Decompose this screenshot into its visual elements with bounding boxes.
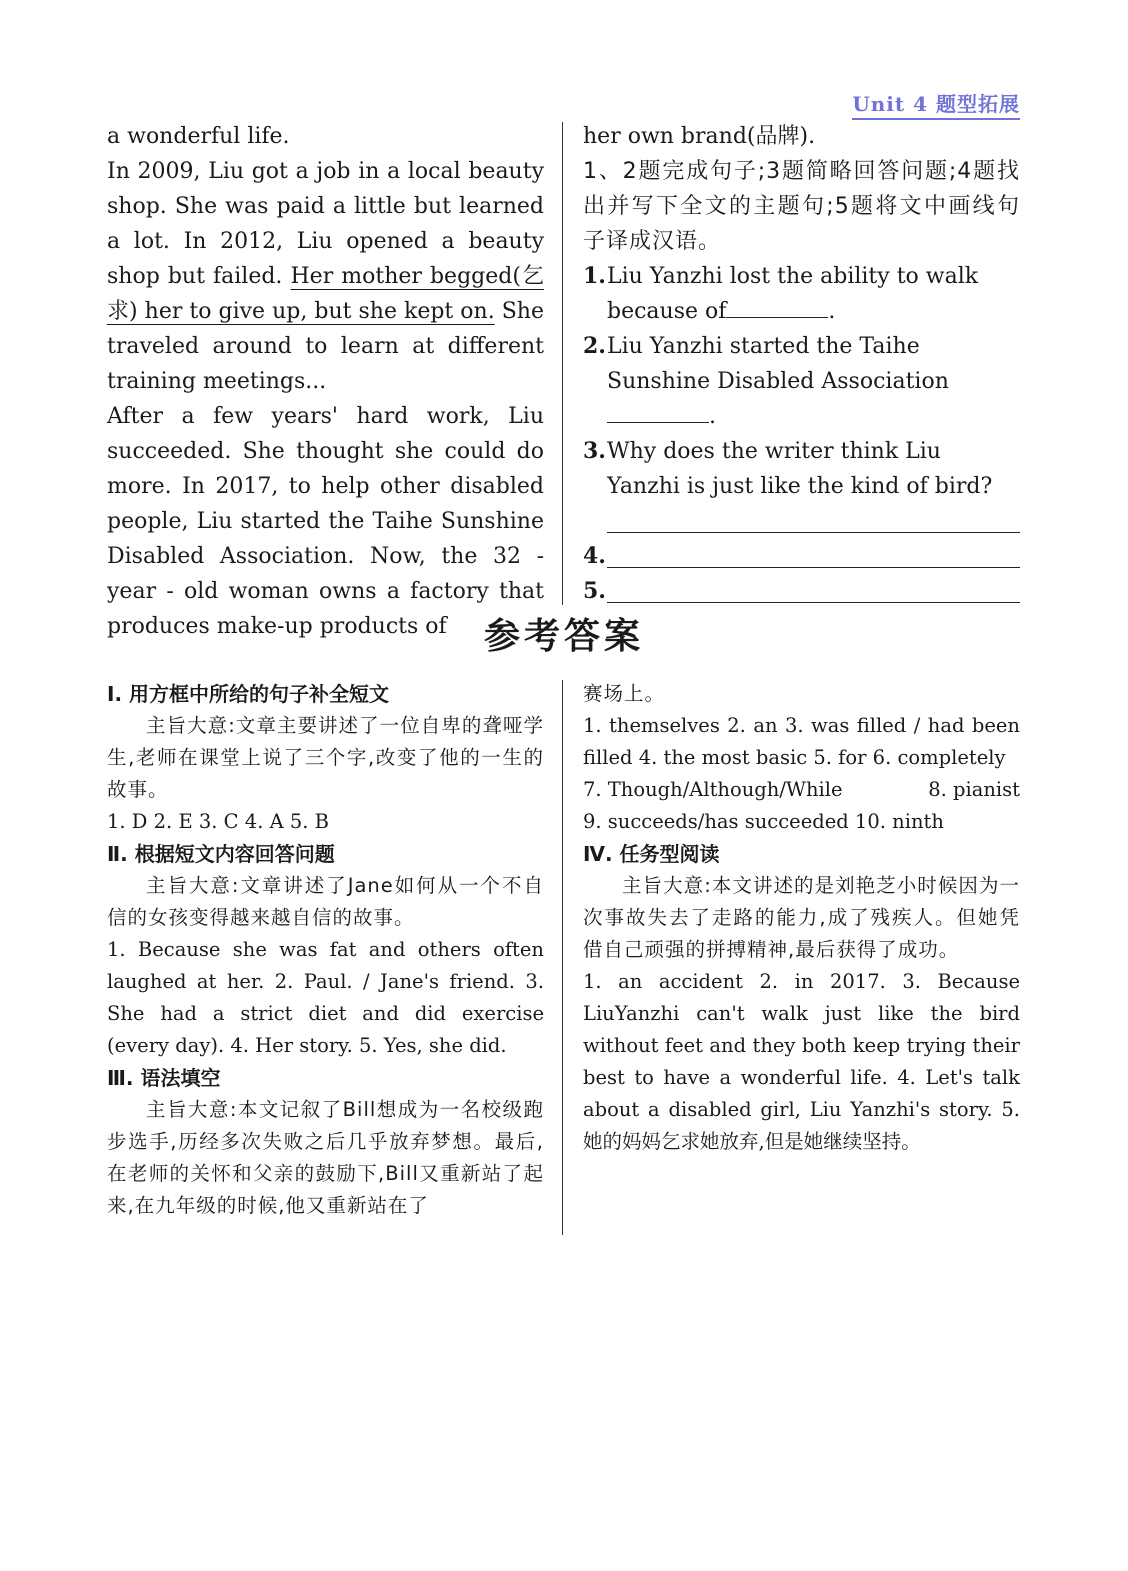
underlined-sentence: Her mother begged(乞求) her to give up, but she kept on. (107, 264, 544, 324)
question-2 (583, 329, 1020, 434)
answer-item: 8. pianist (928, 778, 1020, 801)
question-1 (583, 259, 1020, 329)
passage-column-left (107, 119, 544, 644)
main-idea: 主旨大意:文章讲述了Jane如何从一个不自信的女孩变得越来越自信的故事。 (107, 874, 544, 929)
passage-paragraph: After a few years' hard work, Liu succeeded. She thought she could do more. In 2017, to help other disabled people, Liu started the Taihe Sunshine Disabled Association. Now, the 32 - year - old woman owns a factory that produces make-up products of (107, 404, 544, 639)
answer-key: 1. Because she was fat and others often laughed at her. 2. Paul. / Jane's friend. 3. She had a strict diet and did exercise (every day). 4. Her story. 5. Yes, she did. (107, 938, 544, 1057)
answers-column-right (583, 678, 1020, 1158)
column-divider-top (562, 122, 563, 605)
section-heading: Ⅲ. 语法填空 (107, 1066, 221, 1090)
passage-line: a wonderful life. (107, 124, 290, 149)
answer-key: 1. an accident 2. in 2017. 3. Because LiuYanzhi can't walk just like the bird without feet and they both keep trying their best to have a wonderful life. 4. Let's talk about a disabled girl, Liu Yanzhi's story. 5. 她的妈妈乞求她放弃,但是她继续坚持。 (583, 970, 1020, 1153)
question-number: 3. (583, 438, 606, 464)
passage-line: her own brand(品牌). (583, 124, 816, 149)
answer-line-4[interactable] (583, 539, 1020, 574)
section-heading: Ⅳ. 任务型阅读 (583, 842, 720, 866)
instructions: 1、2题完成句子;3题简略回答问题;4题找出并写下全文的主题句;5题将文中画线句子译成汉语。 (583, 159, 1020, 254)
question-text: Liu Yanzhi started the Taihe Sunshine Disabled Association (607, 334, 949, 394)
question-text: . (828, 299, 836, 324)
column-divider-bottom (562, 680, 563, 1235)
answer-line-3[interactable] (583, 504, 1020, 539)
answer-rule (607, 532, 1020, 533)
question-number: 4. (583, 543, 606, 569)
passage-paragraph (107, 154, 544, 399)
answer-rule (607, 567, 1020, 568)
passage-text: In 2009, Liu got a job in a local beauty shop. She was paid a little but learned a lot. In 2012, Liu opened a beauty shop but failed. (107, 159, 544, 289)
main-idea: 主旨大意:本文讲述的是刘艳芝小时候因为一次事故失去了走路的能力,成了残疾人。但她凭借自己顽强的拼搏精神,最后获得了成功。 (583, 874, 1020, 961)
answer-key: 1. D 2. E 3. C 4. A 5. B (107, 810, 330, 833)
main-idea-cont: 赛场上。 (583, 682, 666, 705)
questions-column (583, 119, 1020, 609)
answers-column-left (107, 678, 544, 1222)
answer-blank[interactable] (607, 400, 709, 423)
section-heading: Ⅱ. 根据短文内容回答问题 (107, 842, 335, 866)
answers-title: 参考答案 (483, 616, 644, 657)
answer-item: 7. Though/Although/While (583, 778, 843, 801)
section-heading: Ⅰ. 用方框中所给的句子补全短文 (107, 682, 390, 706)
question-number: 1. (583, 263, 606, 289)
answer-blank[interactable] (726, 295, 828, 318)
answer-rule (607, 602, 1020, 603)
answer-key: 9. succeeds/has succeeded 10. ninth (583, 810, 944, 833)
header-text: Unit 4 题型拓展 (852, 92, 1020, 116)
main-idea: 主旨大意:文章主要讲述了一位自卑的聋哑学生,老师在课堂上说了三个字,改变了他的一生的故事。 (107, 714, 544, 801)
answer-key: 1. themselves 2. an 3. was filled / had been filled 4. the most basic 5. for 6. completely (583, 714, 1020, 769)
question-text: Why does the writer think Liu Yanzhi is just like the kind of bird? (607, 439, 993, 499)
answer-key (583, 774, 1020, 806)
question-3 (583, 434, 1020, 504)
answer-line-5[interactable] (583, 574, 1020, 609)
main-idea: 主旨大意:本文记叙了Bill想成为一名校级跑步选手,历经多次失败之后几乎放弃梦想。最后,在老师的关怀和父亲的鼓励下,Bill又重新站了起来,在九年级的时候,他又重新站在了 (107, 1098, 544, 1217)
page-header (852, 88, 1020, 117)
question-number: 5. (583, 578, 606, 604)
question-text: . (709, 404, 716, 429)
question-number: 2. (583, 333, 606, 359)
passage-text: She traveled around to learn at different training meetings... (107, 299, 544, 394)
question-text: Liu Yanzhi lost the ability to walk because of (607, 264, 979, 324)
